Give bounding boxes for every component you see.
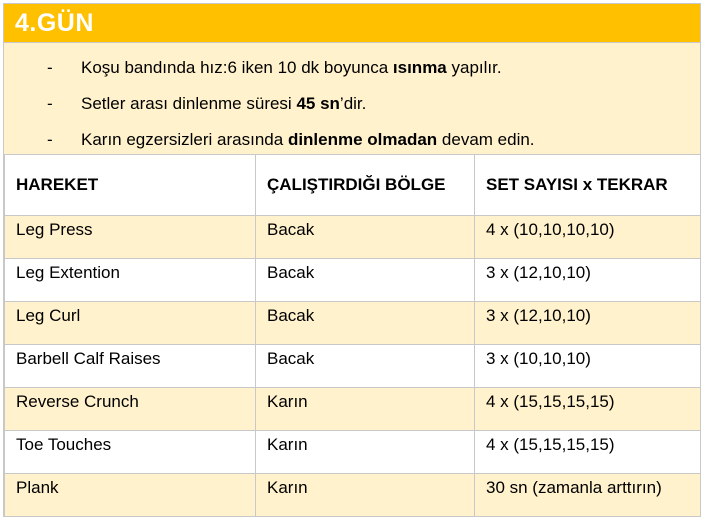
exercise-cell: Barbell Calf Raises (5, 345, 256, 388)
sets-reps-cell: 30 sn (zamanla arttırın) (475, 474, 701, 517)
sets-reps-cell: 4 x (10,10,10,10) (475, 216, 701, 259)
bullet-dash: - (47, 94, 53, 113)
note-text: devam edin. (437, 130, 535, 149)
table-header-row (5, 155, 701, 216)
day-title: 4.GÜN (15, 8, 94, 37)
exercise-cell: Leg Press (5, 216, 256, 259)
note-bold-text: ısınma (392, 58, 447, 77)
table-row (5, 431, 701, 474)
note-text: Setler arası dinlenme süresi (81, 94, 297, 113)
exercise-cell: Leg Curl (5, 302, 256, 345)
day-header (4, 4, 700, 43)
table-row (5, 474, 701, 517)
exercise-cell: Leg Extention (5, 259, 256, 302)
region-cell: Bacak (256, 259, 475, 302)
region-cell: Bacak (256, 216, 475, 259)
sets-reps-cell: 3 x (12,10,10) (475, 302, 701, 345)
exercise-cell: Reverse Crunch (5, 388, 256, 431)
note-rest (4, 94, 700, 130)
sets-reps-cell: 4 x (15,15,15,15) (475, 431, 701, 474)
sets-reps-cell: 3 x (12,10,10) (475, 259, 701, 302)
bullet-dash: - (47, 58, 53, 77)
note-text: Karın egzersizleri arasında (81, 130, 288, 149)
note-text: Koşu bandında hız:6 iken 10 dk boyunca (81, 58, 393, 77)
workout-card (3, 3, 701, 517)
notes-section (4, 43, 700, 154)
note-text: ’dir. (339, 94, 367, 113)
exercise-cell: Plank (5, 474, 256, 517)
region-cell: Karın (256, 388, 475, 431)
region-cell: Karın (256, 431, 475, 474)
bullet-dash: - (47, 130, 53, 149)
header-exercise: HAREKET (5, 155, 256, 216)
exercise-cell: Toe Touches (5, 431, 256, 474)
note-bold-text: 45 sn (296, 94, 340, 113)
table-row (5, 216, 701, 259)
table-row (5, 302, 701, 345)
sets-reps-cell: 4 x (15,15,15,15) (475, 388, 701, 431)
table-row (5, 259, 701, 302)
table-row (5, 345, 701, 388)
exercise-table (4, 154, 701, 517)
header-region: ÇALIŞTIRDIĞI BÖLGE (256, 155, 475, 216)
region-cell: Bacak (256, 345, 475, 388)
table-row (5, 388, 701, 431)
region-cell: Bacak (256, 302, 475, 345)
region-cell: Karın (256, 474, 475, 517)
note-warmup (4, 58, 700, 94)
note-text: yapılır. (446, 58, 502, 77)
header-sets-reps: SET SAYISI x TEKRAR (475, 155, 701, 216)
sets-reps-cell: 3 x (10,10,10) (475, 345, 701, 388)
note-bold-text: dinlenme olmadan (287, 130, 438, 149)
